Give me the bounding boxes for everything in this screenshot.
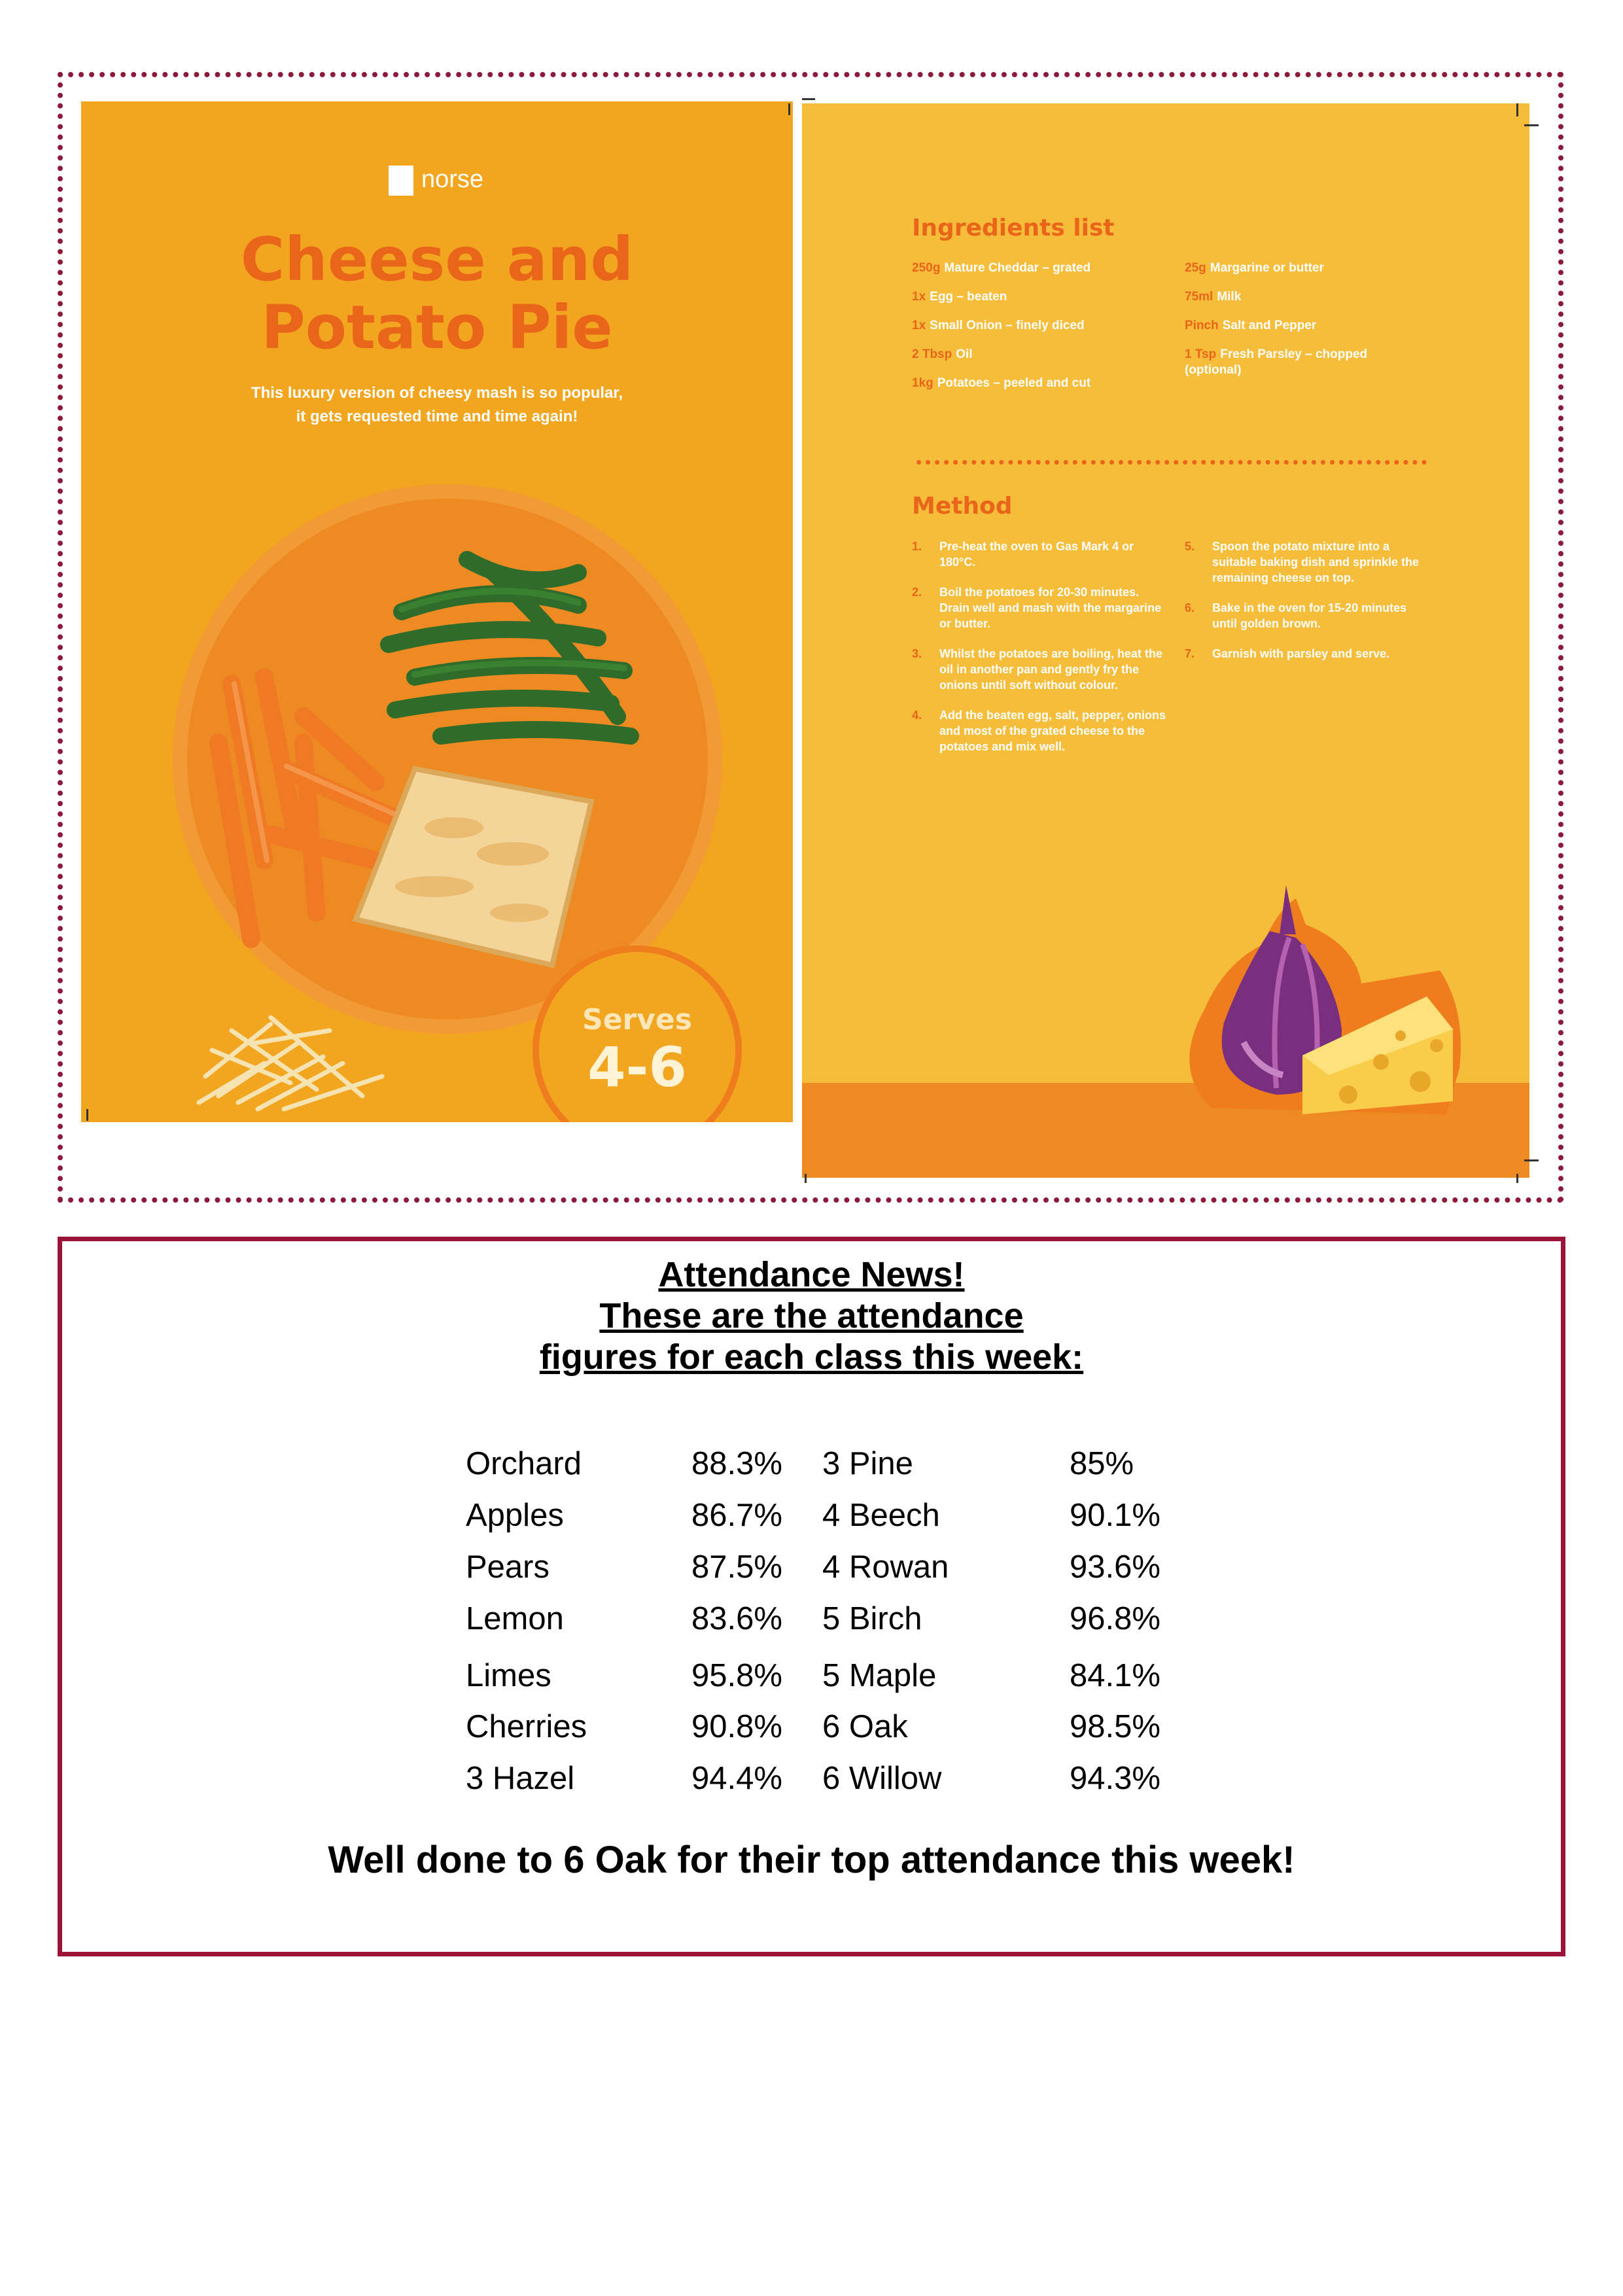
ingredient-item: 2 Tbsp Oil bbox=[912, 347, 973, 361]
serves-value: 4-6 bbox=[587, 1035, 687, 1099]
crop-mark bbox=[1524, 124, 1539, 126]
class-percentage: 84.1% bbox=[1070, 1658, 1161, 1693]
class-percentage: 86.7% bbox=[691, 1498, 782, 1533]
ingredient-item: 1x Egg – beaten bbox=[912, 290, 1007, 304]
class-name: Lemon bbox=[466, 1601, 564, 1636]
onion-and-cheese-illustration bbox=[1165, 872, 1473, 1134]
class-percentage: 87.5% bbox=[691, 1549, 782, 1585]
recipe-cover-panel bbox=[81, 101, 793, 1122]
class-name: 6 Oak bbox=[822, 1709, 908, 1744]
ingredient-item: 75ml Milk bbox=[1185, 290, 1242, 304]
recipe-subtitle-line1: This luxury version of cheesy mash is so popular, bbox=[251, 384, 623, 402]
recipe-instructions-panel bbox=[802, 103, 1529, 1178]
attendance-congratulations: Well done to 6 Oak for their top attendance this week! bbox=[328, 1839, 1295, 1881]
attendance-subheading-line1: These are the attendance bbox=[599, 1296, 1024, 1335]
method-step: 6. Bake in the oven for 15-20 minutes until golden brown. bbox=[1185, 601, 1407, 630]
crop-mark bbox=[1516, 103, 1518, 116]
class-percentage: 98.5% bbox=[1070, 1709, 1161, 1744]
class-name: 4 Rowan bbox=[822, 1549, 949, 1585]
class-percentage: 85% bbox=[1070, 1446, 1134, 1481]
class-percentage: 94.3% bbox=[1070, 1761, 1161, 1796]
class-name: Pears bbox=[466, 1549, 550, 1585]
cheese-potato-pie-slice-illustration bbox=[336, 756, 611, 972]
crop-mark bbox=[1524, 1159, 1539, 1161]
class-name: 5 Birch bbox=[822, 1601, 922, 1636]
ingredient-item: 250g Mature Cheddar – grated bbox=[912, 261, 1091, 275]
crop-mark bbox=[805, 1174, 807, 1183]
method-step: 4. Add the beaten egg, salt, pepper, onions and most of the grated cheese to the potatoes and mix well. bbox=[912, 709, 1166, 753]
method-steps-left bbox=[912, 539, 1167, 769]
crop-mark bbox=[788, 103, 790, 115]
class-percentage: 88.3% bbox=[691, 1446, 782, 1481]
attendance-subheading-line2: figures for each class this week: bbox=[539, 1337, 1084, 1377]
attendance-news-box bbox=[58, 1237, 1565, 1956]
class-name: Limes bbox=[466, 1658, 551, 1693]
class-name: 3 Pine bbox=[822, 1446, 913, 1481]
class-percentage: 96.8% bbox=[1070, 1601, 1161, 1636]
class-name: Cherries bbox=[466, 1709, 587, 1744]
ingredient-item: 1 Tsp Fresh Parsley – chopped (optional) bbox=[1185, 347, 1368, 377]
ingredient-item: 25g Margarine or butter bbox=[1185, 261, 1324, 275]
grated-cheese-illustration bbox=[192, 945, 408, 1116]
ingredients-heading: Ingredients list bbox=[912, 215, 1115, 241]
method-step: 5. Spoon the potato mixture into a suitable baking dish and sprinkle the remaining cheese on top. bbox=[1185, 540, 1420, 584]
class-percentage: 94.4% bbox=[691, 1761, 782, 1796]
class-percentage: 93.6% bbox=[1070, 1549, 1161, 1585]
recipe-subtitle-line2: it gets requested time and time again! bbox=[296, 408, 578, 425]
ingredient-item: Pinch Salt and Pepper bbox=[1185, 319, 1317, 332]
brand-logo bbox=[389, 166, 483, 196]
serves-label: Serves bbox=[582, 1003, 692, 1036]
attendance-heading: Attendance News! bbox=[658, 1255, 965, 1294]
method-step: 7. Garnish with parsley and serve. bbox=[1185, 647, 1390, 660]
ingredient-item: 1x Small Onion – finely diced bbox=[912, 319, 1085, 332]
brand-name: norse bbox=[421, 166, 484, 194]
method-step: 3. Whilst the potatoes are boiling, heat the oil in another pan and gently fry the onions until soft without colour. bbox=[912, 647, 1163, 692]
class-name: 5 Maple bbox=[822, 1658, 937, 1693]
class-percentage: 90.8% bbox=[691, 1709, 782, 1744]
class-name: 3 Hazel bbox=[466, 1761, 575, 1796]
class-name: Apples bbox=[466, 1498, 564, 1533]
ingredients-list-right bbox=[1185, 260, 1401, 391]
method-step: 2. Boil the potatoes for 20-30 minutes. Drain well and mash with the margarine or butter. bbox=[912, 586, 1162, 630]
recipe-title-line2: Potato Pie bbox=[261, 292, 613, 362]
crop-mark bbox=[1516, 1174, 1518, 1183]
method-step: 1. Pre-heat the oven to Gas Mark 4 or 180°C. bbox=[912, 540, 1134, 569]
class-name: Orchard bbox=[466, 1446, 582, 1481]
norse-logo-icon bbox=[389, 166, 413, 196]
class-percentage: 90.1% bbox=[1070, 1498, 1161, 1533]
class-name: 4 Beech bbox=[822, 1498, 940, 1533]
recipe-title-line1: Cheese and bbox=[240, 224, 634, 294]
dotted-divider bbox=[916, 460, 1427, 465]
class-percentage: 83.6% bbox=[691, 1601, 782, 1636]
class-percentage: 95.8% bbox=[691, 1658, 782, 1693]
crop-mark bbox=[802, 98, 815, 100]
crop-mark bbox=[86, 1109, 88, 1121]
method-heading: Method bbox=[912, 493, 1013, 520]
recipe-title bbox=[81, 226, 793, 362]
method-steps-right bbox=[1185, 539, 1420, 676]
ingredients-list-left bbox=[912, 260, 1174, 404]
recipe-subtitle bbox=[160, 381, 714, 429]
class-name: 6 Willow bbox=[822, 1761, 942, 1796]
ingredient-item: 1kg Potatoes – peeled and cut bbox=[912, 376, 1091, 390]
